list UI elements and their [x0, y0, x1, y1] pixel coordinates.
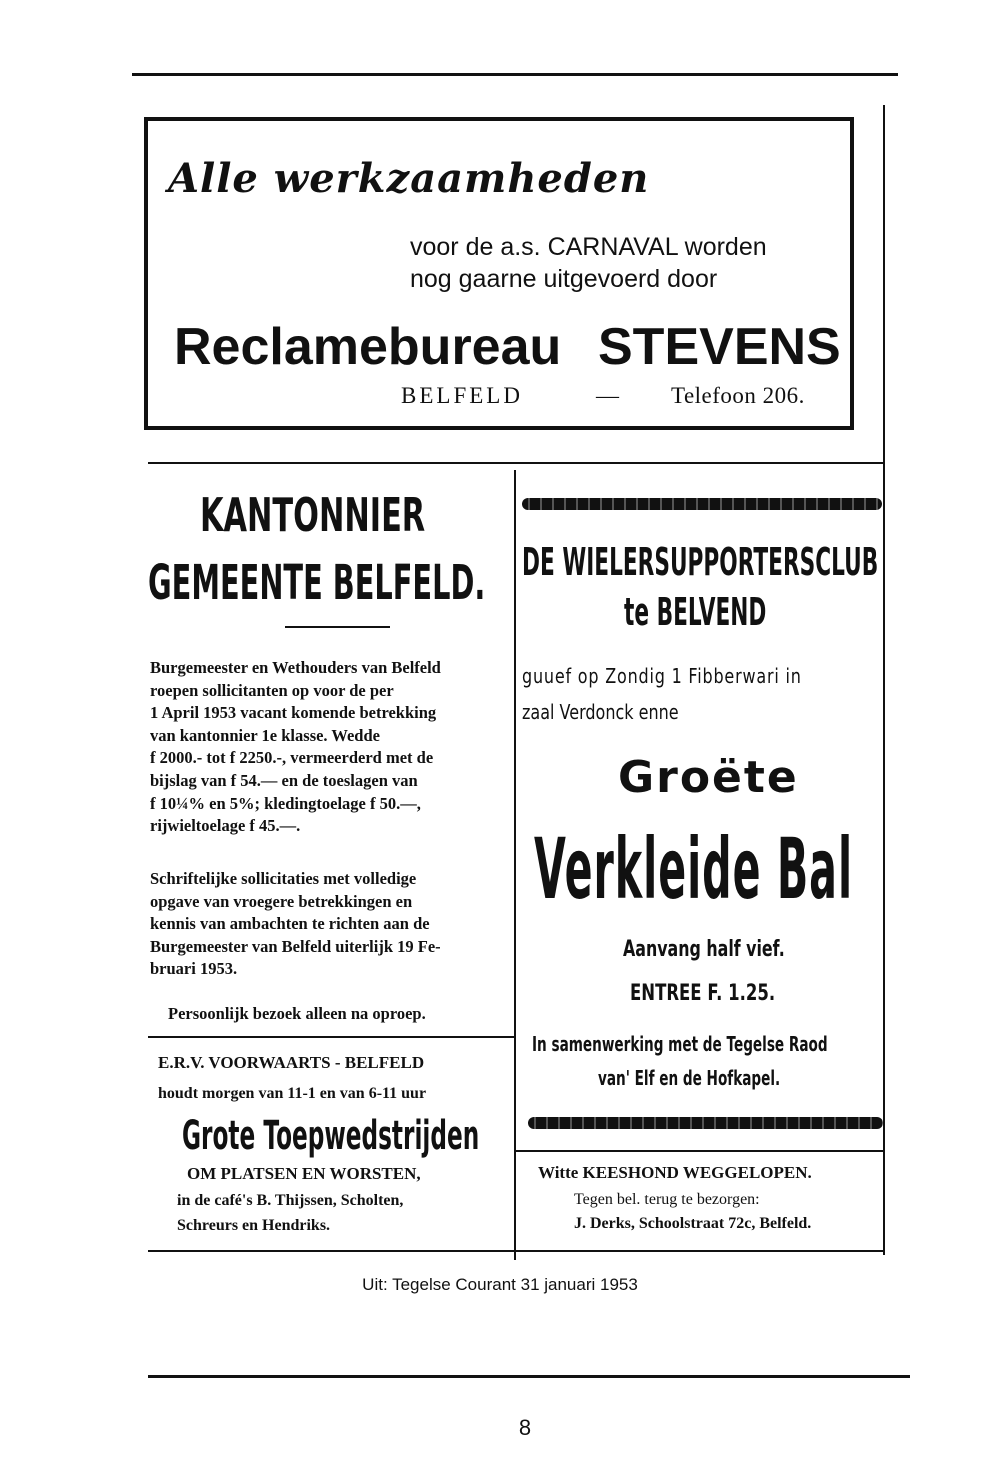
kantonnier-paragraph-3: Persoonlijk bezoek alleen na oproep. — [168, 1004, 426, 1023]
kantonnier-p1-line: Burgemeester en Wethouders van Belfeld — [150, 658, 441, 677]
ad-stevens — [144, 117, 854, 430]
wielers-line2: zaal Verdonck enne — [522, 700, 679, 724]
wielers-entry: ENTREE F. 1.25. — [630, 981, 776, 1006]
kantonnier-p2-line: kennis van ambachten te richten aan de — [150, 914, 430, 934]
voorwaarts-line1: E.R.V. VOORWAARTS - BELFELD — [158, 1053, 425, 1072]
wielers-big2: Verkleide Bal — [534, 820, 854, 918]
wielers-big1: Groëte — [618, 752, 799, 803]
kantonnier-p2-line: bruari 1953. — [150, 959, 238, 979]
wielers-title1: DE WIELERSUPPORTERSCLUB — [522, 540, 879, 584]
kantonnier-p1-line: roepen sollicitanten op voor de per — [150, 680, 394, 700]
voorwaarts-line3: OM PLATSEN EN WORSTEN, — [187, 1164, 421, 1183]
voorwaarts-title: Grote Toepwedstrijden — [182, 1113, 480, 1159]
clipping-right-border — [883, 105, 885, 1255]
ad-stevens-dash: — — [596, 383, 622, 408]
wielers-top-ornament — [522, 498, 882, 510]
ad-stevens-place: BELFELD — [401, 383, 523, 408]
ad-stevens-phone: Telefoon 206. — [671, 383, 805, 408]
kantonnier-title: KANTONNIER — [200, 488, 426, 542]
top-rule — [132, 73, 898, 76]
kantonnier-p2-line: Schriftelijke sollicitaties met volledige — [150, 869, 417, 888]
column-divider — [514, 470, 516, 1260]
kantonnier-p1-line: rijwieltoelage f 45.—. — [150, 816, 301, 836]
page-number: 8 — [518, 1415, 532, 1440]
kantonnier-paragraph-1 — [150, 657, 441, 838]
kantonnier-p1-line: f 2000.- tot f 2250.-, vermeerderd met de — [150, 748, 434, 768]
ad-stevens-name-part2: STEVENS — [598, 318, 841, 376]
voorwaarts-line2: houdt morgen van 11-1 en van 6-11 uur — [158, 1085, 427, 1102]
wielers-bottom-ornament — [528, 1117, 883, 1129]
ad-stevens-name-part1: Reclamebureau — [174, 318, 562, 376]
kantonnier-p1-line: bijslag van f 54.— en de toeslagen van — [150, 770, 418, 790]
keeshond-line3: J. Derks, Schoolstraat 72c, Belfeld. — [574, 1215, 812, 1232]
footer-rule — [148, 1375, 910, 1378]
keeshond-line2: Tegen bel. terug te bezorgen: — [574, 1191, 760, 1208]
kantonnier-underline — [285, 626, 390, 628]
source-caption: Uit: Tegelse Courant 31 januari 1953 — [362, 1275, 638, 1294]
ad-stevens-line1: voor de a.s. CARNAVAL worden — [410, 233, 767, 261]
clipping-bottom-rule — [148, 1250, 885, 1252]
ad-stevens-headline: Alle werkzaamheden — [168, 155, 650, 202]
wielers-coop2: van' Elf en de Hofkapel. — [598, 1066, 781, 1090]
separator-rule — [148, 462, 883, 464]
kantonnier-p1-line: 1 April 1953 vacant komende betrekking — [150, 703, 437, 723]
keeshond-top-rule — [516, 1150, 883, 1152]
kantonnier-p2-line: opgave van vroegere betrekkingen en — [150, 891, 413, 911]
kantonnier-paragraph-2 — [150, 868, 441, 981]
voorwaarts-top-rule — [148, 1036, 514, 1038]
kantonnier-p1-line: f 10¼% en 5%; kledingtoelage f 50.—, — [150, 793, 421, 813]
wielers-title2: te BELVEND — [624, 590, 767, 634]
ad-stevens-line2: nog gaarne uitgevoerd door — [410, 265, 718, 293]
keeshond-line1: Witte KEESHOND WEGGELOPEN. — [538, 1163, 812, 1182]
kantonnier-p1-line: van kantonnier 1e klasse. Wedde — [150, 725, 380, 745]
wielers-coop1: In samenwerking met de Tegelse Raod — [532, 1032, 828, 1056]
wielers-line1: guuef op Zondig 1 Fibberwari in — [522, 664, 802, 688]
kantonnier-subtitle: GEMEENTE BELFELD. — [148, 555, 486, 611]
voorwaarts-line4: in de café's B. Thijssen, Scholten, — [177, 1192, 404, 1209]
kantonnier-p2-line: Burgemeester van Belfeld uiterlijk 19 Fe- — [150, 936, 441, 956]
wielers-start: Aanvang half vief. — [623, 937, 785, 962]
voorwaarts-line5: Schreurs en Hendriks. — [177, 1217, 331, 1234]
